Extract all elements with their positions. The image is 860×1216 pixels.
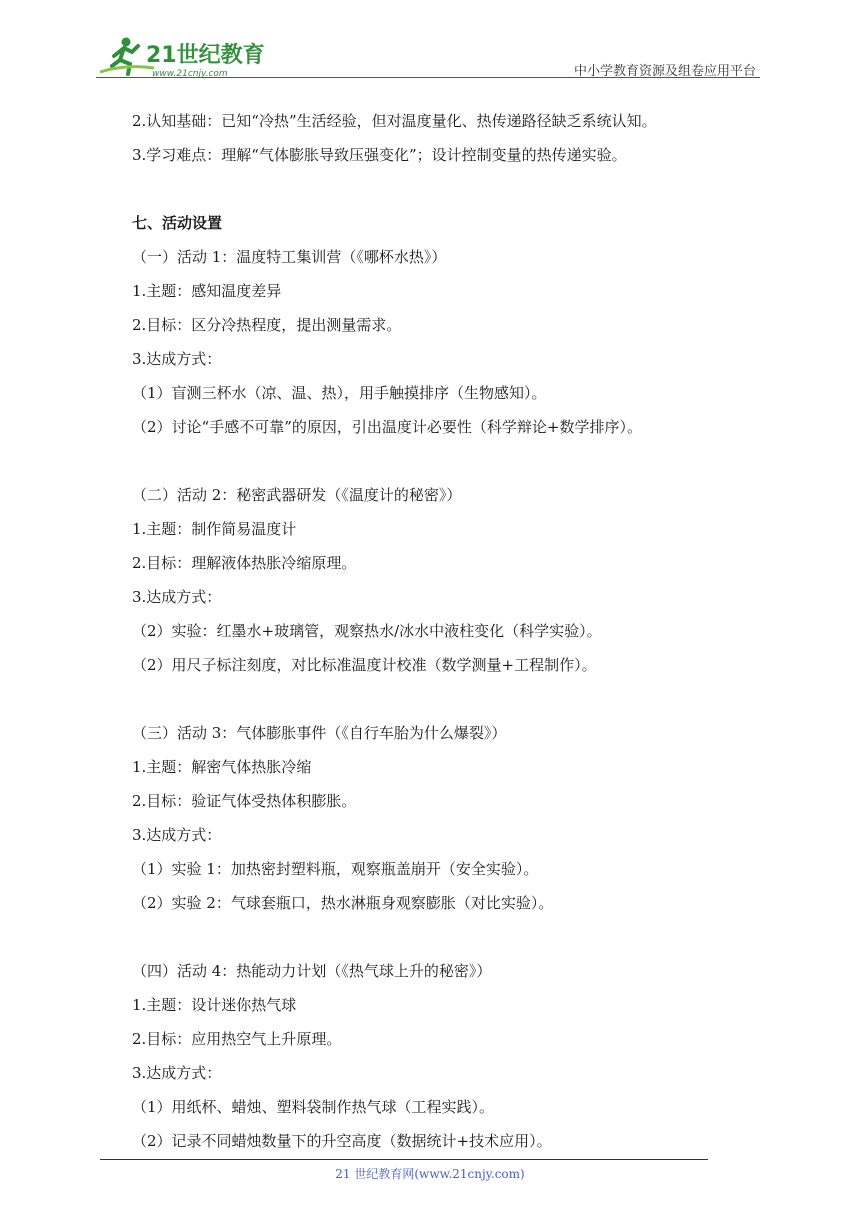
text-line: 3.达成方式：	[132, 826, 222, 844]
text-line: 2.目标：应用热空气上升原理。	[132, 1030, 342, 1048]
text-line: （1）用纸杯、蜡烛、塑料袋制作热气球（工程实践）。	[132, 1098, 495, 1116]
text-line: （2）讨论“手感不可靠”的原因，引出温度计必要性（科学辩论+数学排序）。	[132, 418, 642, 436]
text-line: 3.达成方式：	[132, 1064, 222, 1082]
logo-wordmark: 21世纪教育	[146, 43, 265, 68]
text-line: （一）活动 1：温度特工集训营（《哪杯水热》）	[132, 248, 447, 266]
text-line: 3.学习难点：理解“气体膨胀导致压强变化”；设计控制变量的热传递实验。	[132, 146, 627, 164]
text-line: 1.主题：制作简易温度计	[132, 520, 297, 538]
text-line: 3.达成方式：	[132, 350, 222, 368]
text-line: 3.达成方式：	[132, 588, 222, 606]
text-line: 2.目标：区分冷热程度，提出测量需求。	[132, 316, 402, 334]
text-line: （2）实验 2：气球套瓶口，热水淋瓶身观察膨胀（对比实验）。	[132, 894, 554, 912]
section-heading: 七、活动设置	[132, 214, 223, 232]
site-logo	[96, 34, 266, 80]
text-line: （二）活动 2：秘密武器研发（《温度计的秘密》）	[132, 486, 462, 504]
footer-divider	[100, 1159, 708, 1160]
text-line: 2.认知基础：已知“冷热”生活经验，但对温度量化、热传递路径缺乏系统认知。	[132, 112, 657, 130]
text-line: 1.主题：设计迷你热气球	[132, 996, 297, 1014]
text-line: （2）记录不同蜡烛数量下的升空高度（数据统计+技术应用）。	[132, 1132, 552, 1150]
blank-line	[132, 682, 772, 716]
footer-link[interactable]: 21 世纪教育网(www.21cnjy.com)	[335, 1167, 525, 1181]
blank-line	[132, 172, 772, 206]
text-line: （三）活动 3：气体膨胀事件（《自行车胎为什么爆裂》）	[132, 724, 507, 742]
blank-line	[132, 920, 772, 954]
logo-url: www.21cnjy.com	[152, 69, 228, 79]
document-body	[132, 104, 772, 1158]
runner-logo-icon	[96, 34, 266, 80]
text-line: （1）实验 1：加热密封塑料瓶，观察瓶盖崩开（安全实验）。	[132, 860, 539, 878]
text-line: （四）活动 4：热能动力计划（《热气球上升的秘密》）	[132, 962, 492, 980]
blank-line	[132, 444, 772, 478]
text-line: （2）用尺子标注刻度，对比标准温度计校准（数学测量+工程制作）。	[132, 656, 597, 674]
text-line: 1.主题：感知温度差异	[132, 282, 282, 300]
platform-title: 中小学教育资源及组卷应用平台	[573, 64, 756, 79]
header-divider	[96, 77, 760, 78]
text-line: 1.主题：解密气体热胀冷缩	[132, 758, 312, 776]
text-line: （2）实验：红墨水+玻璃管，观察热水/冰水中液柱变化（科学实验）。	[132, 622, 602, 640]
text-line: 2.目标：验证气体受热体积膨胀。	[132, 792, 357, 810]
text-line: （1）盲测三杯水（凉、温、热），用手触摸排序（生物感知）。	[132, 384, 547, 402]
text-line: 2.目标：理解液体热胀冷缩原理。	[132, 554, 357, 572]
